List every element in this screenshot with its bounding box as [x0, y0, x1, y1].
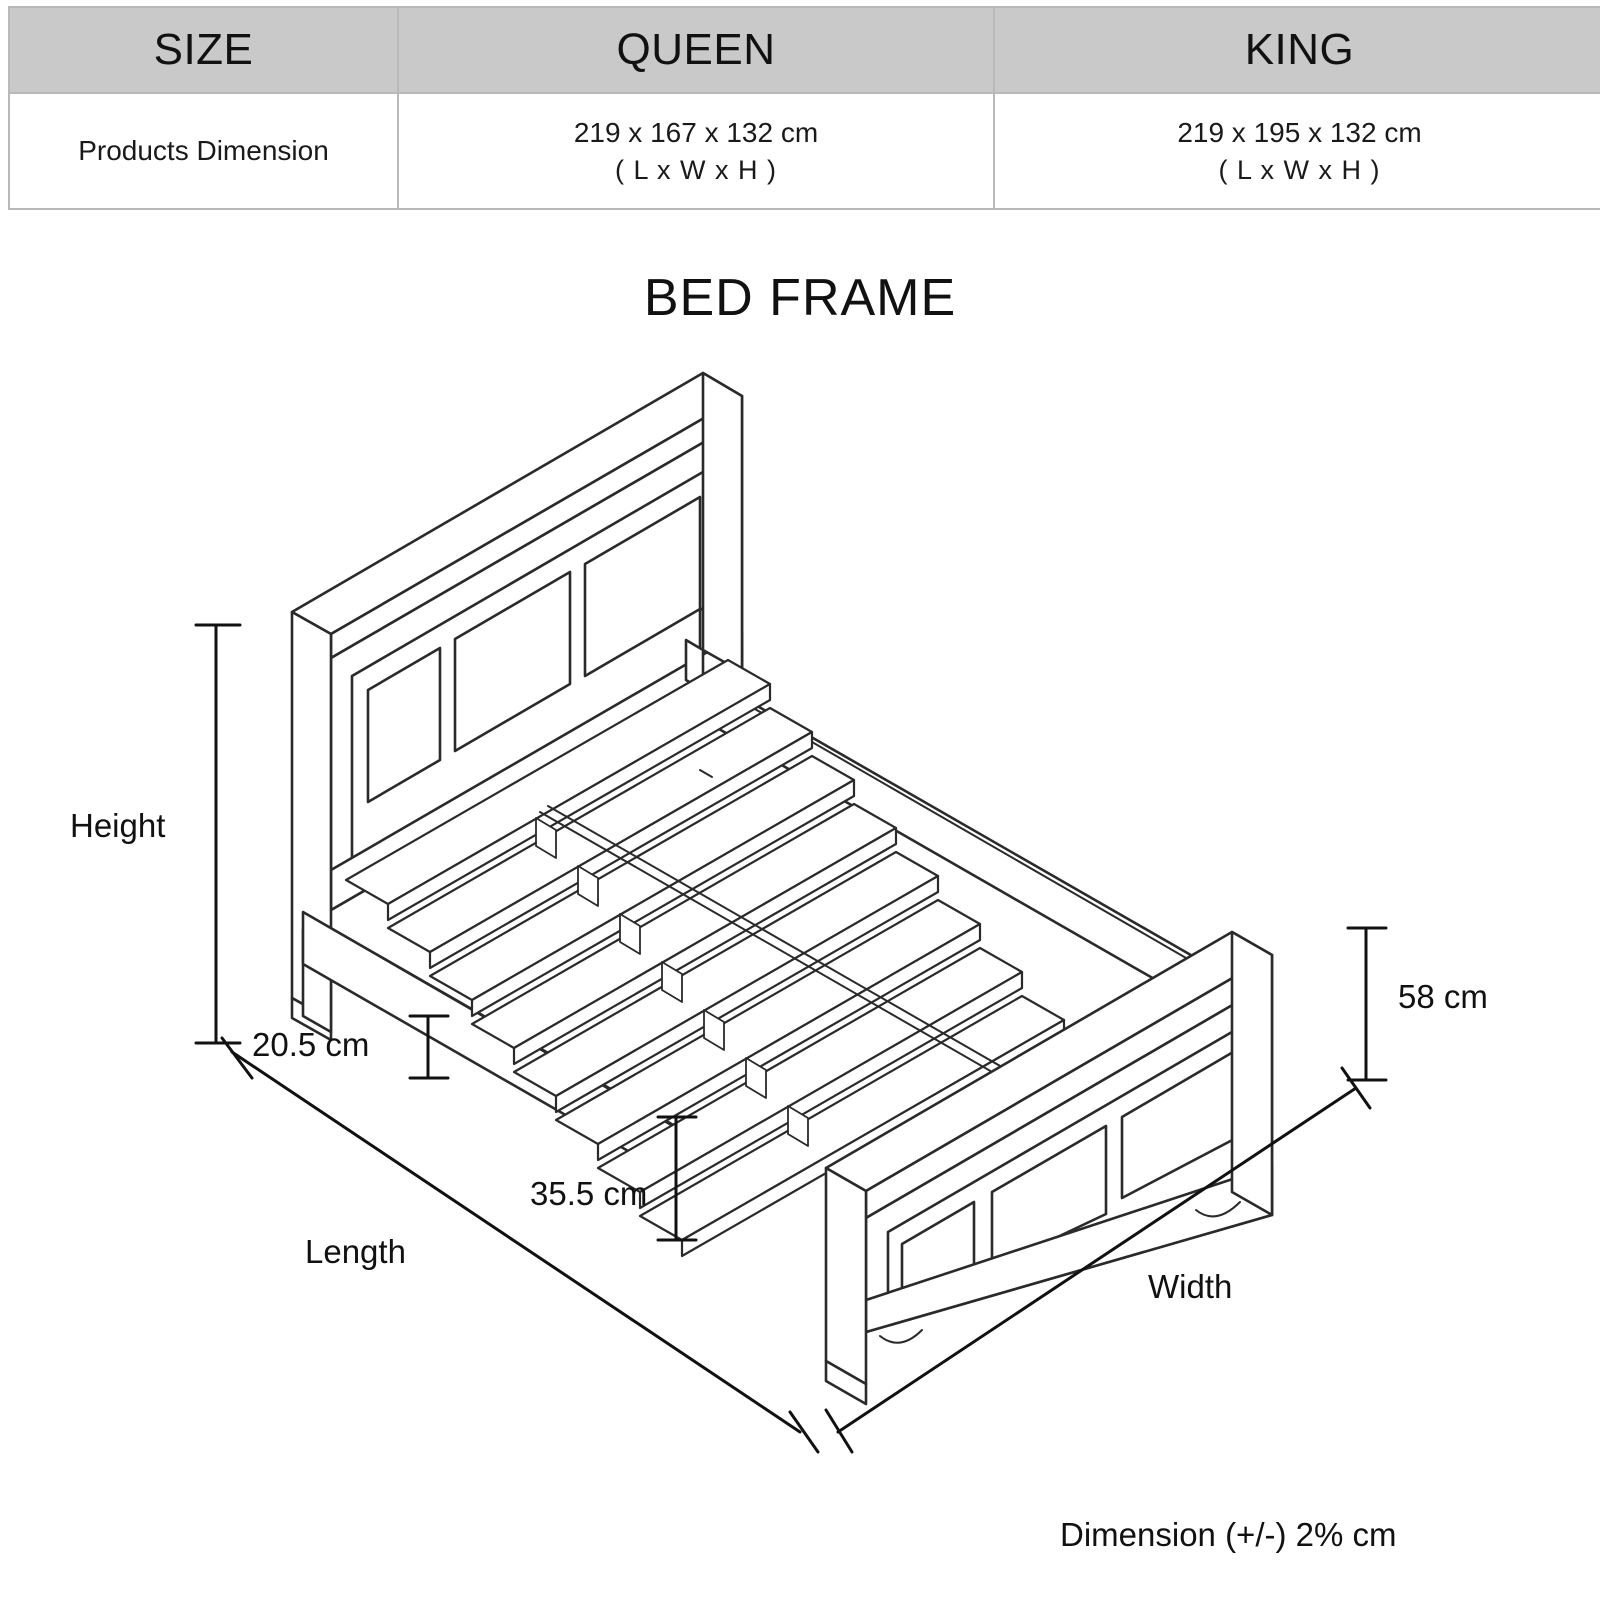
queen-dimension-note: ( L x W x H ) [615, 154, 777, 185]
king-dimension-note: ( L x W x H ) [1218, 154, 1381, 185]
dim-label-height: Height [70, 807, 166, 844]
table-header-queen: QUEEN [398, 7, 994, 93]
dim-label-leg-clearance: 20.5 cm [252, 1026, 370, 1063]
dim-label-footboard-height: 58 cm [1398, 978, 1488, 1015]
dim-label-footboard-inner: 35.5 cm [530, 1175, 648, 1212]
row-label-products-dimension: Products Dimension [9, 93, 398, 209]
table-header-size: SIZE [9, 7, 398, 93]
page-title: BED FRAME [643, 269, 957, 327]
table-header-king: KING [994, 7, 1600, 93]
queen-dimension-value: 219 x 167 x 132 cm [573, 116, 819, 148]
king-dimension-value: 219 x 195 x 132 cm [1177, 116, 1422, 148]
dim-label-width: Width [1148, 1268, 1233, 1305]
dimension-tolerance-note: Dimension (+/-) 2% cm [1060, 1516, 1397, 1553]
dim-label-length: Length [305, 1233, 406, 1270]
